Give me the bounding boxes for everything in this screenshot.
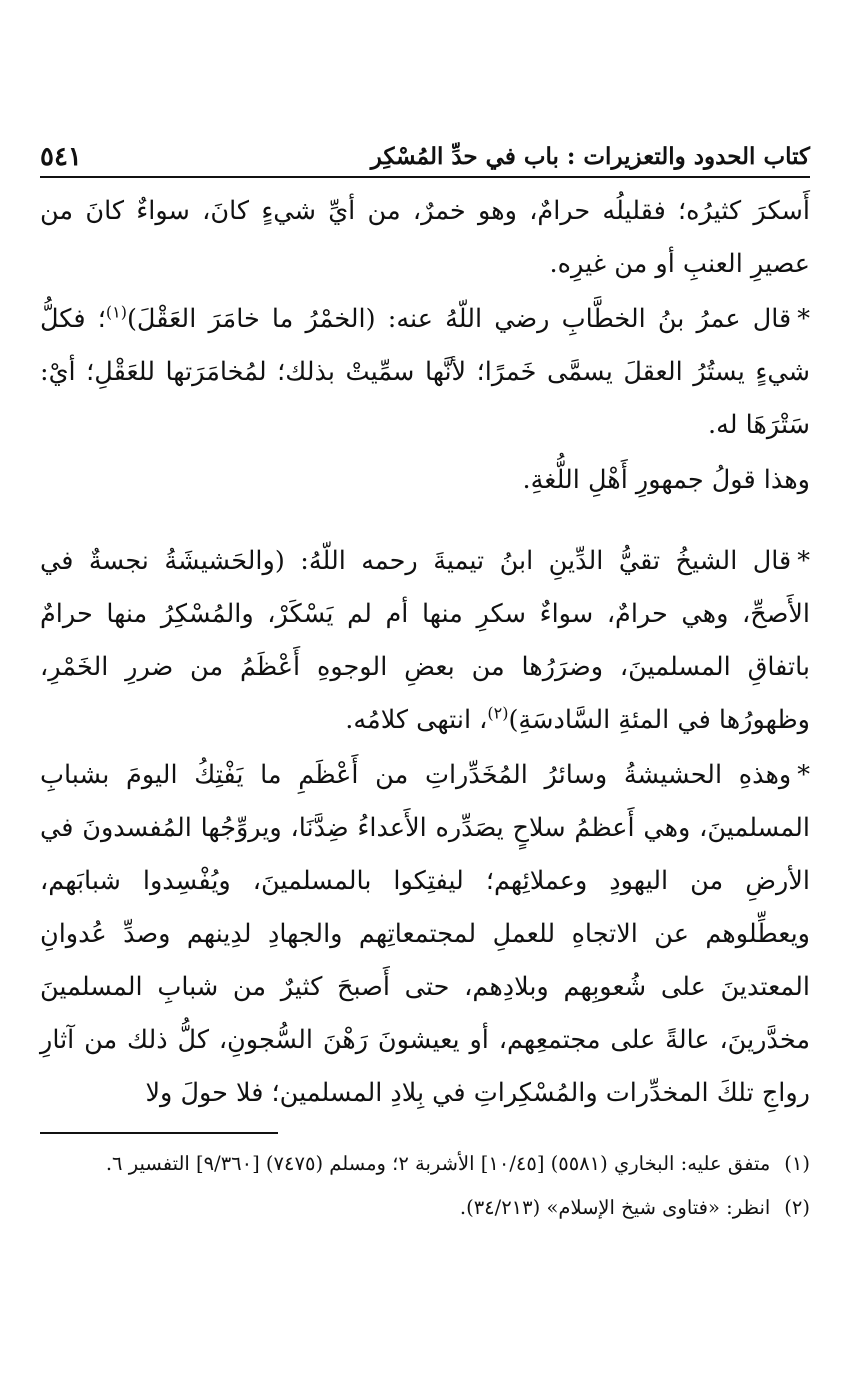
footnote-ref-2: (٢) [487,703,509,723]
paragraph-text: قال عمرُ بنُ الخطَّابِ رضي اللّهُ عنه: (الخمْرُ ما خامَرَ العَقْلَ) [126,304,792,334]
paragraph-umar-quote [40,293,810,452]
star-marker: * [797,760,810,790]
book-page [40,0,810,1378]
footnote-text: متفق عليه: البخاري (٥٥٨١) [١٠/٤٥] الأشربة ٢؛ ومسلم (٧٤٧٥) [٩/٣٦٠] التفسير ٦. [105,1152,771,1175]
paragraph-text: قال الشيخُ تقيُّ الدِّينِ ابنُ تيميةَ رحمه اللّهُ: (والحَشيشَةُ نجسةٌ في الأَصحِّ، وهي حرامٌ، سواءٌ سكرِ منها أم لم يَسْكَرْ، والمُسْكِرُ منها حرامٌ باتفاقِ المسلمينَ، وضرَرُها من بعضِ الوجوهِ أَعْظَمُ من ضررِ الخَمْرِ، وظهورُها في المئةِ السَّادسَةِ) [40,546,810,735]
main-text [40,185,810,1120]
footnote-item [40,1189,810,1227]
paragraph-text: أَسكرَ كثيرُه؛ فقليلُه حرامٌ، وهو خمرٌ، من أيِّ شيءٍ كانَ، سواءٌ كانَ من عصيرِ العنبِ أو من غيرِه. [40,196,810,279]
paragraph-drugs [40,749,810,1120]
footnote-text: انظر: «فتاوى شيخ الإسلام» (٣٤/٢١٣). [459,1196,771,1219]
page-number: ٥٤١ [40,142,82,172]
header-rule [40,176,810,178]
star-marker: * [797,546,810,576]
paragraph-tail: ؛ فكلُّ شيءٍ يستُرُ العقلَ يسمَّى خَمرًا؛ لأنَّها سمِّيتْ بذلك؛ لمُخامَرَتها للعَقْلِ؛ أيْ: سَتْرَهَا له. [40,304,810,440]
footnote-number: (١) [784,1152,810,1175]
star-marker: * [797,304,811,334]
running-title: كتاب الحدود والتعزيرات : باب في حدِّ المُسْكِر [370,143,810,170]
footnote-item [40,1145,810,1183]
paragraph-text: وهذهِ الحشيشةُ وسائرُ المُخَدِّراتِ من أَعْظَمِ ما يَفْتِكُ اليومَ بشبابِ المسلمينَ، وهي أَعظمُ سلاحٍ يصَدِّره الأَعداءُ ضِدَّنَا، ويروِّجُها المُفسدونَ في الأرضِ من اليهودِ وعملائِهم؛ ليفتِكوا بالمسلمينَ، ويُفْسِدوا شبابَهم، ويعطِّلوهم عن الاتجاهِ للعملِ لمجتمعاتِهم والجهادِ لدِينهم وصدِّ عُدوانِ المعتدينَ على شُعوبِهم وبلادِهم، حتى أَصبحَ كثيرٌ من شبابِ المسلمينَ مخدَّرينَ، عالةً على مجتمعِهم، أو يعيشونَ رَهْنَ السُّجونِ، كلُّ ذلك من آثارِ رواجِ تلكَ المخدِّرات والمُسْكِراتِ في بِلادِ المسلمين؛ فلا حولَ ولا [40,760,810,1108]
running-header [40,128,810,172]
paragraph-tail: ، انتهى كلامُه. [345,705,488,735]
paragraph-linguists [40,454,810,507]
paragraph-text: وهذا قولُ جمهورِ أَهْلِ اللُّغةِ. [522,465,810,495]
footnote-number: (٢) [784,1196,810,1219]
footnotes [40,1145,810,1227]
footnote-ref-1: (١) [105,302,127,322]
paragraph-ibn-taymiyyah [40,535,810,747]
footnote-rule [40,1132,278,1134]
paragraph-continuation [40,185,810,291]
